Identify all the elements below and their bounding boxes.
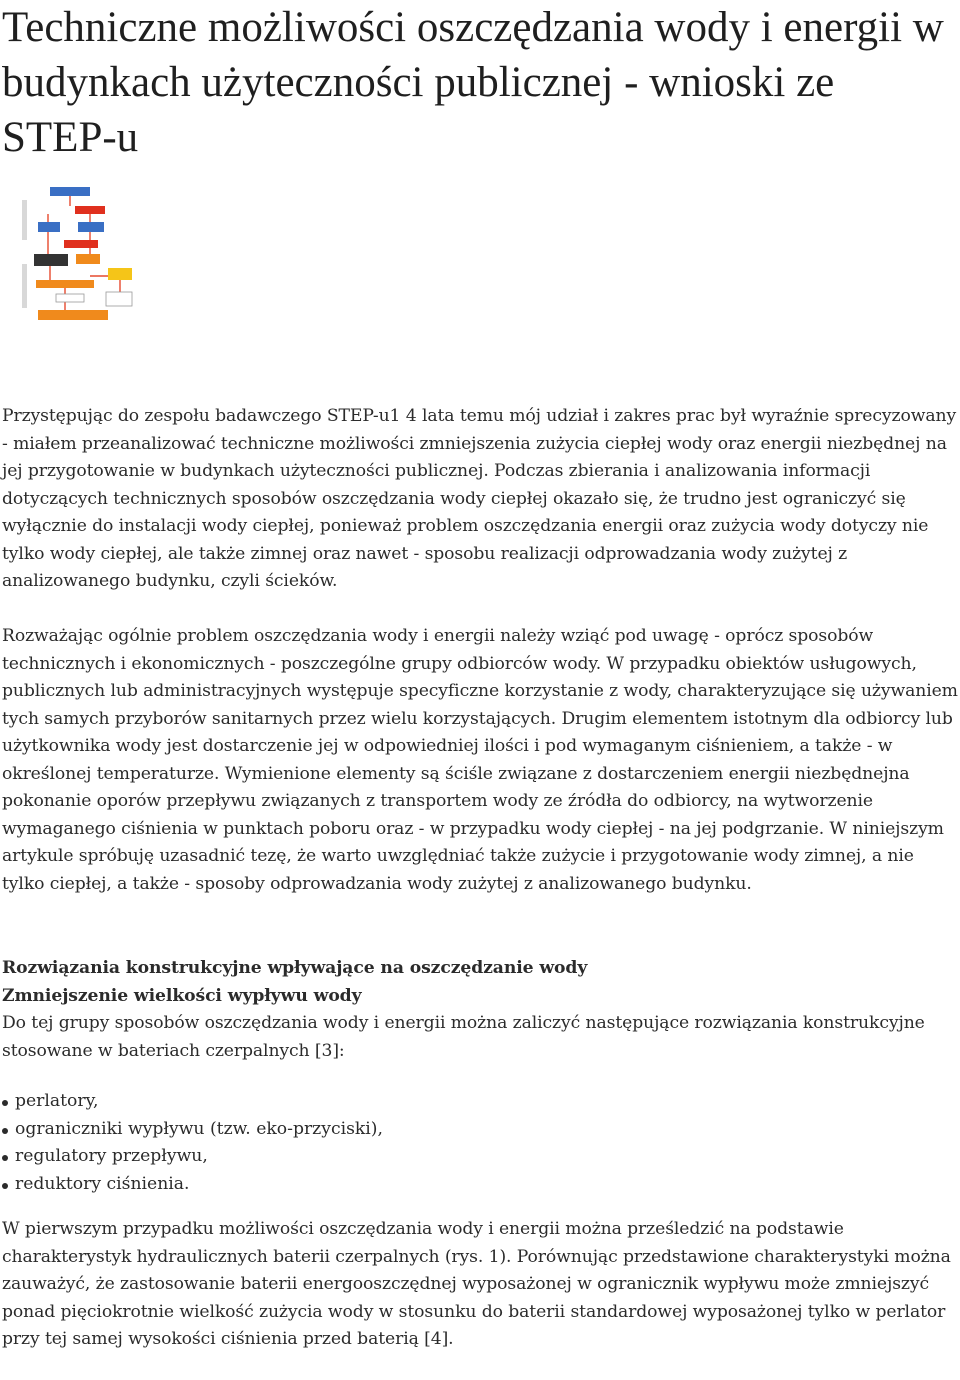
intro-paragraph: Przystępując do zespołu badawczego STEP-u1 4 lata temu mój udział i zakres prac był wyraźnie sprecyzowany - miałem przeanalizować techniczne możliwości zmniejszenia zużycia ciepłej wody oraz energii niezbędnej na jej przygotowanie w budynkach użyteczności publicznej. Podczas zbierania i analizowania informacji dotyczących technicznych sposobów oszczędzania wody ciepłej okazało się, że trudno jest ograniczyć się wyłącznie do instalacji wody ciepłej, ponieważ problem oszczędzania energii oraz zużycia wody dotyczy nie tylko wody ciepłej, ale także zimnej oraz nawet - sposobu realizacji odprowadzania wody zużytej z analizowanego budynku, czyli ścieków. [2,406,957,591]
subsection-heading: Zmniejszenie wielkości wypływu wody [2,985,362,1006]
section-headings [2,955,960,1010]
list-item: reduktory ciśnienia. [0,1171,383,1199]
section-heading: Rozwiązania konstrukcyjne wpływające na oszczędzanie wody [2,958,588,978]
page-title: Techniczne możliwości oszczędzania wody i energii w budynkach użyteczności publicznej - wnioski ze STEP-u [2,4,944,161]
solutions-list [0,1088,383,1198]
flowchart-thumbnail [20,184,138,326]
list-item: ograniczniki wypływu (tzw. eko-przyciski), [0,1116,383,1144]
list-item: perlatory, [0,1088,383,1116]
list-item: regulatory przepływu, [0,1143,383,1171]
characteristics-paragraph: W pierwszym przypadku możliwości oszczędzania wody i energii można prześledzić na podstawie charakterystyk hydraulicznych baterii czerpalnych (rys. 1). Porównując przedstawione charakterystyki można zauważyć, że zastosowanie baterii energooszczędnej wyposażonej w ogranicznik wypływu może zmniejszyć ponad pięciokrotnie wielkość zużycia wody w stosunku do baterii standardowej wyposażonej tylko w perlator przy tej samej wysokości ciśnienia przed baterią [4]. [2,1219,951,1349]
solutions-intro-paragraph: Do tej grupy sposobów oszczędzania wody i energii można zaliczyć następujące rozwiązania konstrukcyjne stosowane w bateriach czerpalnych [3]: [2,1013,925,1061]
context-paragraph: Rozważając ogólnie problem oszczędzania wody i energii należy wziąć pod uwagę - oprócz sposobów technicznych i ekonomicznych - poszczególne grupy odbiorców wody. W przypadku obiektów usługowych, publicznych lub administracyjnych występuje specyficzne korzystanie z wody, charakteryzujące się używaniem tych samych przyborów sanitarnych przez wielu korzystających. Drugim elementem istotnym dla odbiorcy lub użytkownika wody jest dostarczenie jej w odpowiedniej ilości i pod wymaganym ciśnieniem, a także - w określonej temperaturze. Wymienione elementy są ściśle związane z dostarczeniem energii niezbędnejna pokonanie oporów przepływu związanych z transportem wody ze źródła do odbiorcy, na wytworzenie wymaganego ciśnienia w punktach poboru oraz - w przypadku wody ciepłej - na jej podgrzanie. W niniejszym artykule spróbuję uzasadnić tezę, że warto uwzględniać także zużycie i przygotowanie wody zimnej, a nie tylko ciepłej, a także - sposoby odprowadzania wody zużytej z analizowanego budynku. [2,626,958,894]
